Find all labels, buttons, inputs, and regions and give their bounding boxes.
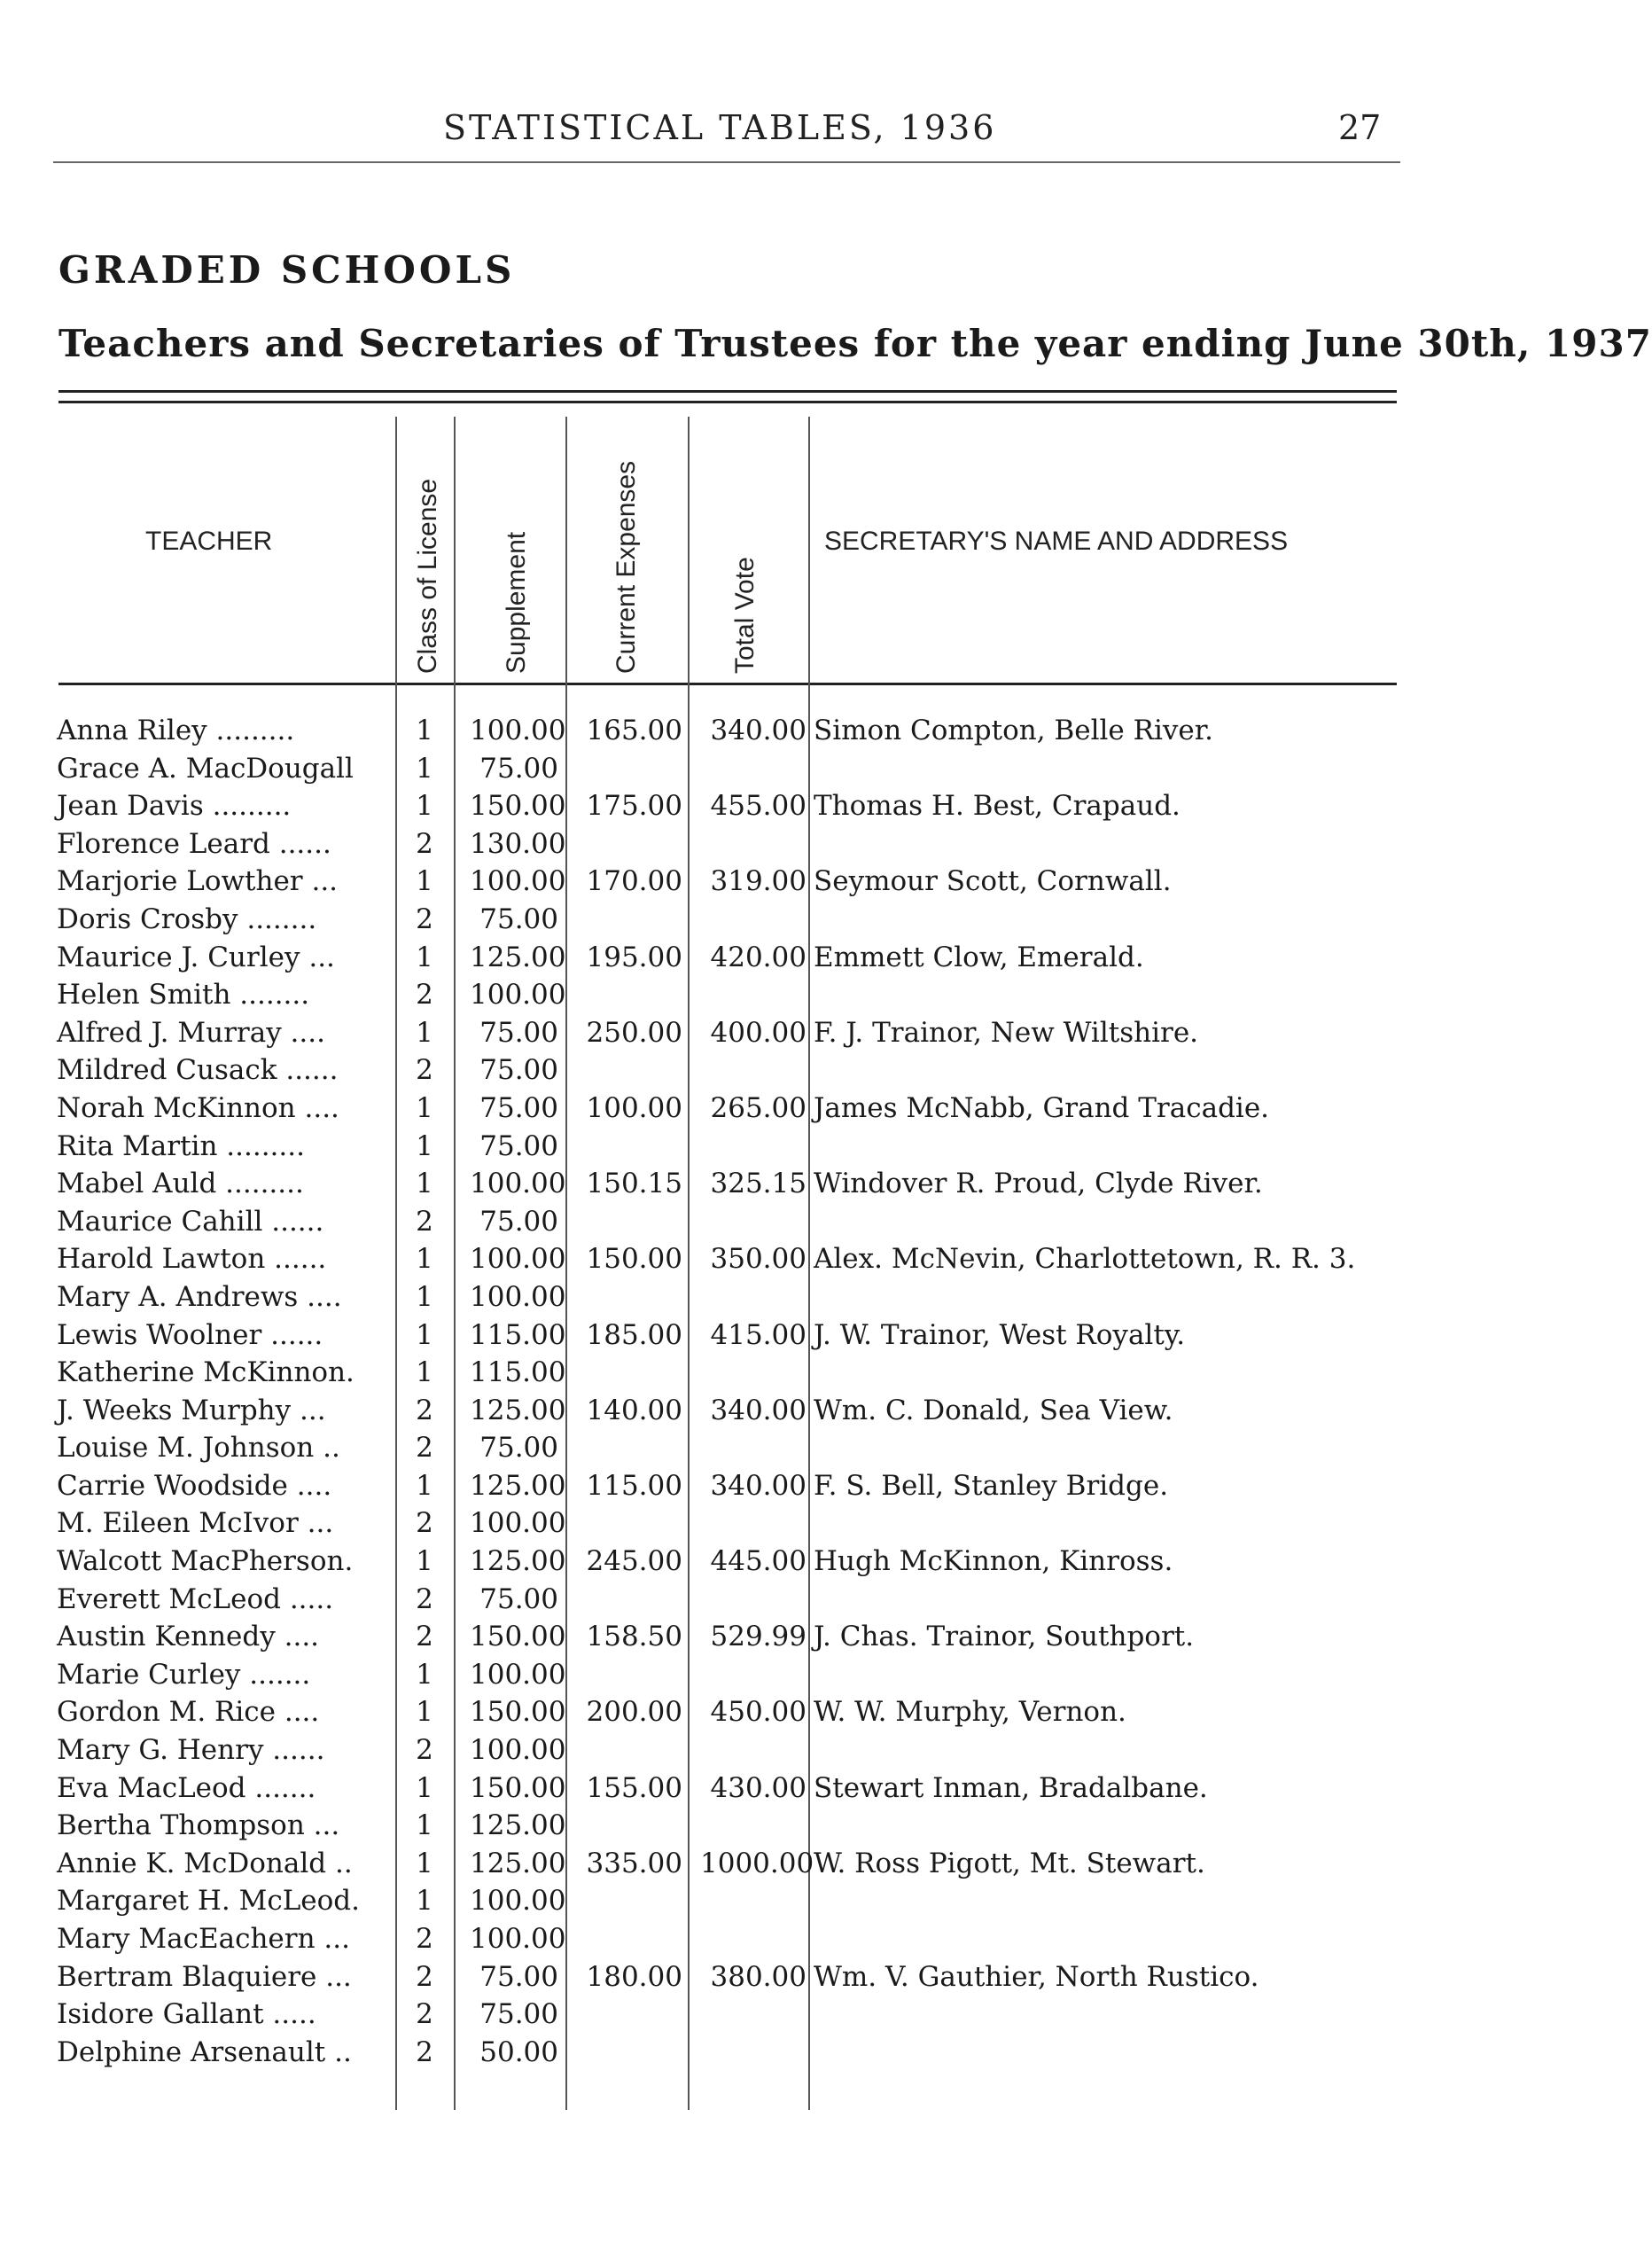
total-vote-amount: 340.00 <box>710 1394 807 1426</box>
current-expenses-amount: 180.00 <box>586 1960 682 1993</box>
supplement-amount: 125.00 <box>470 1809 566 1842</box>
supplement-amount: 125.00 <box>470 1847 566 1879</box>
supplement-amount: 125.00 <box>470 1545 566 1578</box>
column-header-total-vote: Total Vote <box>730 557 760 674</box>
current-expenses-amount: 185.00 <box>586 1318 682 1351</box>
teacher-name: Eva MacLeod ....... <box>57 1771 316 1804</box>
teacher-name: Mary G. Henry ...... <box>57 1734 325 1767</box>
table-row <box>0 1804 1483 1842</box>
license-class: 1 <box>416 941 433 973</box>
license-class: 1 <box>416 1885 433 1918</box>
supplement-amount: 100.00 <box>470 865 566 898</box>
teacher-name: Louise M. Johnson .. <box>57 1432 340 1465</box>
license-class: 1 <box>416 1771 433 1804</box>
teacher-name: Delphine Arsenault .. <box>57 2035 352 2068</box>
teacher-name: Isidore Gallant ..... <box>57 1998 316 2031</box>
secretary-name-address: Windover R. Proud, Clyde River. <box>814 1168 1263 1200</box>
supplement-amount: 115.00 <box>470 1318 566 1351</box>
secretary-name-address: F. J. Trainor, New Wiltshire. <box>814 1016 1199 1049</box>
current-expenses-amount: 115.00 <box>586 1469 682 1502</box>
table-row <box>0 860 1483 898</box>
table-row <box>0 709 1483 747</box>
license-class: 1 <box>416 1243 433 1276</box>
current-expenses-amount: 245.00 <box>586 1545 682 1578</box>
teacher-name: Norah McKinnon .... <box>57 1091 339 1124</box>
total-vote-amount: 319.00 <box>710 865 807 898</box>
supplement-amount: 50.00 <box>479 2035 558 2068</box>
secretary-name-address: Stewart Inman, Bradalbane. <box>814 1771 1208 1804</box>
current-expenses-amount: 155.00 <box>586 1771 682 1804</box>
table-row <box>0 823 1483 861</box>
teacher-name: Alfred J. Murray .... <box>57 1016 325 1049</box>
supplement-amount: 100.00 <box>470 1168 566 1200</box>
teacher-name: Annie K. McDonald .. <box>57 1847 353 1879</box>
table-body <box>0 709 1483 2068</box>
license-class: 1 <box>416 1469 433 1502</box>
license-class: 1 <box>416 715 433 746</box>
page-number: 27 <box>1338 108 1382 147</box>
secretary-name-address: Wm. V. Gauthier, North Rustico. <box>814 1960 1259 1993</box>
license-class: 1 <box>416 1016 433 1049</box>
license-class: 2 <box>416 1507 433 1540</box>
license-class: 2 <box>416 902 433 935</box>
teacher-name: M. Eileen McIvor ... <box>57 1507 334 1540</box>
secretary-name-address: F. S. Bell, Stanley Bridge. <box>814 1469 1169 1502</box>
license-class: 1 <box>416 1318 433 1351</box>
total-vote-amount: 340.00 <box>710 715 807 746</box>
total-vote-amount: 325.15 <box>710 1168 807 1200</box>
table-row <box>0 1049 1483 1087</box>
current-expenses-amount: 158.50 <box>586 1621 682 1653</box>
teacher-name: Mary MacEachern ... <box>57 1923 350 1955</box>
total-vote-amount: 380.00 <box>710 1960 807 1993</box>
teacher-name: Mary A. Andrews .... <box>57 1280 342 1313</box>
supplement-amount: 75.00 <box>479 752 558 785</box>
license-class: 2 <box>416 979 433 1012</box>
supplement-amount: 125.00 <box>470 941 566 973</box>
secretary-name-address: Hugh McKinnon, Kinross. <box>814 1545 1173 1578</box>
supplement-amount: 150.00 <box>470 1621 566 1653</box>
total-vote-amount: 430.00 <box>710 1771 807 1804</box>
current-expenses-amount: 200.00 <box>586 1696 682 1729</box>
supplement-amount: 100.00 <box>470 1658 566 1691</box>
table-row <box>0 973 1483 1012</box>
table-row <box>0 1200 1483 1238</box>
running-title: STATISTICAL TABLES, 1936 <box>443 108 997 147</box>
teacher-name: J. Weeks Murphy ... <box>57 1394 326 1426</box>
teacher-name: Maurice Cahill ...... <box>57 1205 324 1238</box>
teacher-name: Gordon M. Rice .... <box>57 1696 320 1729</box>
supplement-amount: 75.00 <box>479 902 558 935</box>
secretary-name-address: W. Ross Pigott, Mt. Stewart. <box>814 1847 1205 1879</box>
table-row <box>0 747 1483 785</box>
current-expenses-amount: 150.15 <box>586 1168 682 1200</box>
column-header-supplement: Supplement <box>502 531 531 674</box>
supplement-amount: 100.00 <box>470 1923 566 1955</box>
supplement-amount: 125.00 <box>470 1394 566 1426</box>
current-expenses-amount: 175.00 <box>586 790 682 823</box>
teacher-name: Everett McLeod ..... <box>57 1582 334 1615</box>
license-class: 1 <box>416 1809 433 1842</box>
teacher-name: Austin Kennedy .... <box>57 1621 320 1653</box>
teacher-name: Bertha Thompson ... <box>57 1809 340 1842</box>
column-header-teacher: TEACHER <box>145 527 273 556</box>
total-vote-amount: 415.00 <box>710 1318 807 1351</box>
supplement-amount: 75.00 <box>479 1998 558 2031</box>
table-row <box>0 1351 1483 1389</box>
teacher-name: Doris Crosby ........ <box>57 902 317 935</box>
secretary-name-address: Simon Compton, Belle River. <box>814 715 1213 746</box>
current-expenses-amount: 250.00 <box>586 1016 682 1049</box>
teacher-name: Mabel Auld ......... <box>57 1168 304 1200</box>
table-row <box>0 1238 1483 1276</box>
license-class: 1 <box>416 865 433 898</box>
supplement-amount: 100.00 <box>470 979 566 1012</box>
teacher-name: Mildred Cusack ...... <box>57 1054 339 1087</box>
teacher-name: Anna Riley ......... <box>57 715 295 746</box>
secretary-name-address: W. W. Murphy, Vernon. <box>814 1696 1126 1729</box>
license-class: 2 <box>416 1582 433 1615</box>
license-class: 1 <box>416 1356 433 1389</box>
teacher-name: Marjorie Lowther ... <box>57 865 339 898</box>
license-class: 1 <box>416 1658 433 1691</box>
license-class: 1 <box>416 1696 433 1729</box>
supplement-amount: 130.00 <box>470 827 566 860</box>
secretary-name-address: Wm. C. Donald, Sea View. <box>814 1394 1173 1426</box>
total-vote-amount: 1000.00 <box>700 1847 814 1879</box>
column-header-secretary: SECRETARY'S NAME AND ADDRESS <box>824 527 1289 556</box>
header-rule <box>53 161 1400 163</box>
table-row <box>0 1087 1483 1125</box>
teacher-name: Jean Davis ......... <box>57 790 292 823</box>
table-row <box>0 1465 1483 1503</box>
table-row <box>0 1956 1483 1994</box>
current-expenses-amount: 150.00 <box>586 1243 682 1276</box>
teacher-name: Maurice J. Curley ... <box>57 941 335 973</box>
license-class: 1 <box>416 752 433 785</box>
header-bottom-rule <box>58 683 1397 685</box>
teacher-name: Lewis Woolner ...... <box>57 1318 323 1351</box>
total-vote-amount: 340.00 <box>710 1469 807 1502</box>
table-row <box>0 1502 1483 1540</box>
total-vote-amount: 350.00 <box>710 1243 807 1276</box>
supplement-amount: 75.00 <box>479 1016 558 1049</box>
supplement-amount: 150.00 <box>470 1696 566 1729</box>
supplement-amount: 75.00 <box>479 1054 558 1087</box>
total-vote-amount: 420.00 <box>710 941 807 973</box>
license-class: 1 <box>416 1280 433 1313</box>
license-class: 1 <box>416 1091 433 1124</box>
secretary-name-address: J. W. Trainor, West Royalty. <box>814 1318 1186 1351</box>
teacher-name: Carrie Woodside .... <box>57 1469 332 1502</box>
current-expenses-amount: 335.00 <box>586 1847 682 1879</box>
supplement-amount: 150.00 <box>470 790 566 823</box>
table-row <box>0 1276 1483 1314</box>
current-expenses-amount: 165.00 <box>586 715 682 746</box>
table-row <box>0 785 1483 823</box>
table-row <box>0 1767 1483 1805</box>
table-row <box>0 1691 1483 1729</box>
license-class: 1 <box>416 1545 433 1578</box>
supplement-amount: 75.00 <box>479 1091 558 1124</box>
column-header-current-expenses: Current Expenses <box>612 460 641 674</box>
supplement-amount: 75.00 <box>479 1582 558 1615</box>
teacher-name: Helen Smith ........ <box>57 979 310 1012</box>
current-expenses-amount: 170.00 <box>586 865 682 898</box>
supplement-amount: 100.00 <box>470 1280 566 1313</box>
current-expenses-amount: 100.00 <box>586 1091 682 1124</box>
license-class: 2 <box>416 2035 433 2068</box>
secretary-name-address: James McNabb, Grand Tracadie. <box>814 1091 1270 1124</box>
license-class: 2 <box>416 1923 433 1955</box>
teacher-name: Florence Leard ...... <box>57 827 331 860</box>
table-top-rule-inner <box>58 401 1397 403</box>
table-row <box>0 1162 1483 1200</box>
table-row <box>0 1842 1483 1880</box>
running-head <box>0 99 1483 152</box>
secretary-name-address: Thomas H. Best, Crapaud. <box>814 790 1181 823</box>
table-row <box>0 1012 1483 1050</box>
table-row <box>0 1993 1483 2031</box>
supplement-amount: 75.00 <box>479 1960 558 1993</box>
license-class: 2 <box>416 1205 433 1238</box>
supplement-amount: 150.00 <box>470 1771 566 1804</box>
current-expenses-amount: 195.00 <box>586 941 682 973</box>
table-row <box>0 1125 1483 1163</box>
table-row <box>0 1653 1483 1691</box>
table-top-rule <box>58 390 1397 393</box>
table-row <box>0 1426 1483 1465</box>
total-vote-amount: 265.00 <box>710 1091 807 1124</box>
license-class: 1 <box>416 790 433 823</box>
supplement-amount: 100.00 <box>470 1885 566 1918</box>
license-class: 2 <box>416 1960 433 1993</box>
section-title: GRADED SCHOOLS <box>58 248 516 292</box>
supplement-amount: 100.00 <box>470 1507 566 1540</box>
license-class: 1 <box>416 1168 433 1200</box>
license-class: 2 <box>416 1394 433 1426</box>
total-vote-amount: 529.99 <box>710 1621 807 1653</box>
table-row <box>0 1540 1483 1578</box>
license-class: 2 <box>416 827 433 860</box>
total-vote-amount: 450.00 <box>710 1696 807 1729</box>
table-row <box>0 1729 1483 1767</box>
license-class: 2 <box>416 1621 433 1653</box>
teacher-name: Marie Curley ....... <box>57 1658 311 1691</box>
table-row <box>0 1918 1483 1956</box>
secretary-name-address: Emmett Clow, Emerald. <box>814 941 1144 973</box>
supplement-amount: 100.00 <box>470 1734 566 1767</box>
table-row <box>0 898 1483 936</box>
secretary-name-address: Alex. McNevin, Charlottetown, R. R. 3. <box>814 1243 1356 1276</box>
table-subtitle: Teachers and Secretaries of Trustees for the year ending June 30th, 1937 <box>58 322 1652 365</box>
license-class: 2 <box>416 1054 433 1087</box>
table-row <box>0 936 1483 974</box>
total-vote-amount: 445.00 <box>710 1545 807 1578</box>
total-vote-amount: 455.00 <box>710 790 807 823</box>
license-class: 2 <box>416 1734 433 1767</box>
secretary-name-address: Seymour Scott, Cornwall. <box>814 865 1172 898</box>
total-vote-amount: 400.00 <box>710 1016 807 1049</box>
license-class: 1 <box>416 1129 433 1162</box>
teacher-name: Rita Martin ......... <box>57 1129 305 1162</box>
column-header-class: Class of License <box>413 478 442 674</box>
supplement-amount: 115.00 <box>470 1356 566 1389</box>
teacher-name: Katherine McKinnon. <box>57 1356 355 1389</box>
table-row <box>0 1615 1483 1653</box>
supplement-amount: 75.00 <box>479 1205 558 1238</box>
supplement-amount: 100.00 <box>470 1243 566 1276</box>
license-class: 1 <box>416 1847 433 1879</box>
license-class: 2 <box>416 1432 433 1465</box>
table-row <box>0 1314 1483 1352</box>
teacher-name: Bertram Blaquiere ... <box>57 1960 352 1993</box>
teacher-name: Grace A. MacDougall <box>57 752 354 785</box>
supplement-amount: 75.00 <box>479 1129 558 1162</box>
secretary-name-address: J. Chas. Trainor, Southport. <box>814 1621 1195 1653</box>
current-expenses-amount: 140.00 <box>586 1394 682 1426</box>
table-row <box>0 1879 1483 1918</box>
supplement-amount: 100.00 <box>470 715 566 746</box>
teacher-name: Walcott MacPherson. <box>57 1545 354 1578</box>
license-class: 2 <box>416 1998 433 2031</box>
table-row <box>0 1389 1483 1427</box>
table-row <box>0 2031 1483 2069</box>
supplement-amount: 75.00 <box>479 1432 558 1465</box>
table-row <box>0 1578 1483 1616</box>
teacher-name: Harold Lawton ...... <box>57 1243 327 1276</box>
supplement-amount: 125.00 <box>470 1469 566 1502</box>
teacher-name: Margaret H. McLeod. <box>57 1885 360 1918</box>
